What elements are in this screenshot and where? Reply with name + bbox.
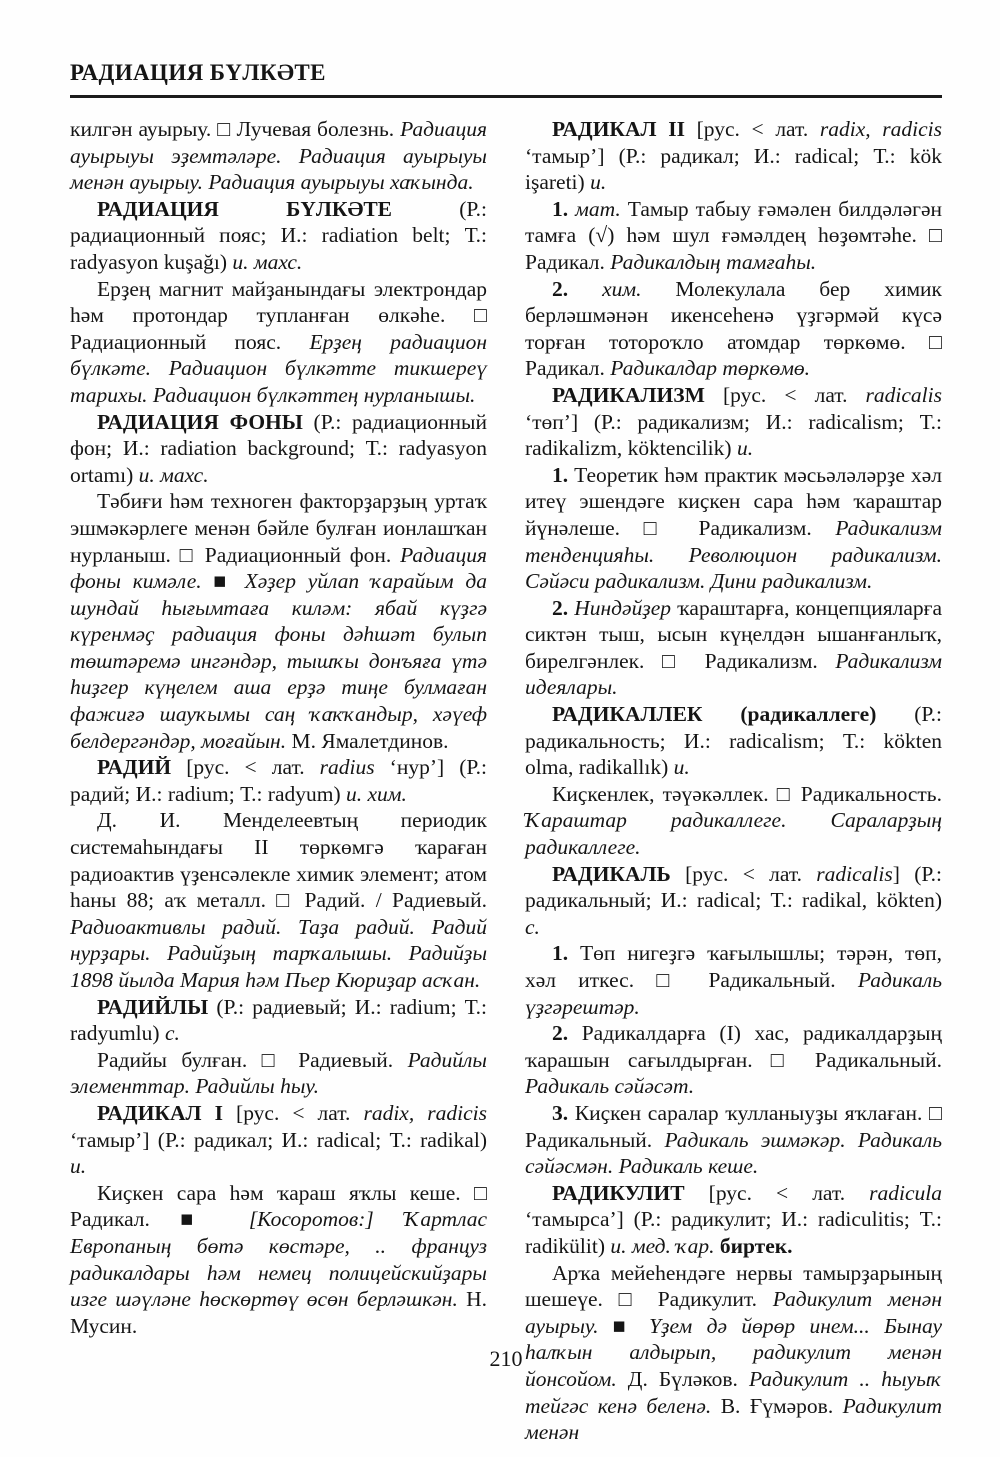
text-run: 1. [552, 462, 569, 487]
entry-paragraph [525, 940, 942, 1020]
text-run: 3. [552, 1100, 569, 1125]
text-run: Ерҙең магнит майҙанындағы электрондар һәм протондар тупланған өлкәһе. □ Радиационный пояс. [70, 276, 487, 354]
entry-paragraph [70, 1100, 487, 1180]
text-run: [рус. < лат. [222, 1100, 364, 1125]
text-run: Н. Мусин. [70, 1287, 487, 1338]
entry-paragraph [70, 116, 487, 196]
text-run: и. мед. ҡар. [610, 1233, 715, 1258]
entry-paragraph [70, 807, 487, 993]
text-run: ‘тамыр’] (Р.: радикал; И.: radical; Т.: kök işareti) [525, 143, 942, 195]
text-run: radix, radicis [363, 1100, 487, 1125]
entry-paragraph [70, 196, 487, 276]
text-run: М. Ямалетдинов. [286, 728, 449, 753]
text-run: Радиоактивлы радий. Таҙа радий. Радий нурҙары. Радийҙың тарҡалышы. Радийҙы 1898 йылда Мария һәм Пьер Кюриҙар асҡан. [70, 914, 487, 992]
entry-paragraph [525, 861, 942, 941]
entry-paragraph [525, 781, 942, 861]
entry-paragraph [70, 994, 487, 1047]
text-run: РАДИАЦИЯ ФОНЫ [97, 409, 303, 434]
entry-paragraph [525, 1180, 942, 1260]
text-run: мат. [575, 196, 621, 221]
text-run: Ниндәйҙер [574, 595, 671, 620]
text-run: Радикалдар төркөмө. [610, 356, 811, 381]
text-run: Радиация фоны кимәле. [70, 542, 487, 594]
text-run: и. [736, 436, 754, 461]
entry-paragraph [525, 1100, 942, 1180]
page-number: 210 [489, 1346, 523, 1371]
entry-paragraph [525, 382, 942, 462]
text-run: [рус. < лат. [171, 755, 320, 780]
text-run: РАДИКАЛЛЕК (радикаллеге) [552, 702, 877, 727]
text-run: Үҙем дә йөрөр инем... Бынау һалҡын алдырып, радикулит менән йонсойом. [525, 1313, 942, 1391]
text-run: ■ [598, 1313, 650, 1338]
text-run: Д. И. Менделеевтың периодик системаһындағы II төркөмгә ҡараған радиоактив үҙенсәлекле химик элемент; атом һаны 88; аҡ металл. □ Радий. / Радиевый. [70, 808, 487, 913]
text-run: и. хим. [346, 781, 407, 806]
entry-paragraph [70, 1180, 487, 1340]
entry-paragraph [525, 701, 942, 781]
entry-paragraph [525, 1020, 942, 1100]
text-run: radicalis [865, 382, 942, 407]
text-run: Радикулит менән [525, 1393, 942, 1445]
text-run: с. [525, 914, 540, 939]
text-run: РАДИАЦИЯ БҮЛКӘТЕ [97, 196, 393, 221]
text-run: Д. Бүләков. [616, 1366, 749, 1391]
text-run: (Р.: радиационный фон; И.: radiation background; Т.: radyasyon ortamı) [70, 409, 487, 487]
text-run: Молекулала бер химик берләшмәнән икенсеһенә үҙгәрмәй күсә торған тотороҡло атомдар төркөмө. □ Радикал. [525, 276, 943, 381]
text-run: 2. [552, 595, 569, 620]
text-run: В. Ғүмәров. [711, 1393, 843, 1418]
text-run: Радикалдың тамғаһы. [610, 249, 817, 274]
entry-paragraph [525, 462, 942, 595]
text-run: 2. [552, 1021, 569, 1046]
text-run: (Р.: радиевый; И.: radium; Т.: radyumlu) [70, 994, 487, 1046]
text-run: [рус. < лат. [670, 861, 817, 886]
text-run: Төп нигеҙгә ҡағылышлы; тәрән, төп, хәл иткес. □ Радикальный. [525, 941, 942, 992]
entry-paragraph [70, 409, 487, 489]
text-run: биртек. [719, 1233, 793, 1258]
text-run: radicalis [816, 861, 893, 886]
text-run: РАДИЙ [97, 755, 172, 780]
text-run: РАДИКАЛ I [97, 1100, 223, 1125]
text-run: [рус. < лат. [704, 382, 866, 407]
text-run: РАДИКУЛИТ [552, 1180, 685, 1205]
text-run: Радикаль үҙгәрештәр. [525, 968, 942, 1019]
text-run: и. [70, 1154, 87, 1179]
text-run: Радиация ауырыуы эҙемтәләре. Радиация ауырыуы менән ауырыу. Радиация ауырыуы хаҡында. [70, 117, 487, 195]
text-run: 2. [552, 276, 603, 301]
text-run: radius [319, 755, 375, 780]
text-run: ] (Р.: радикальный; И.: radical; Т.: radikal, kökten) [525, 861, 942, 913]
left-column [70, 116, 487, 1446]
text-run: РАДИЙЛЫ [97, 994, 209, 1019]
text-run: и. [673, 755, 690, 780]
text-run: Радикалдарға (I) хас, радикалдарҙың ҡарашын сағылдырған. □ Радикальный. [525, 1021, 942, 1072]
text-run: Радикулит .. һыуыҡ тейгәс кенә беленә. [525, 1366, 942, 1418]
text-run: ■ [201, 569, 245, 594]
text-run: килгән ауырыу. □ Лучевая болезнь. [70, 117, 401, 141]
text-run: РАДИКАЛ II [552, 117, 685, 141]
text-run: РАДИКАЛЬ [552, 861, 671, 886]
text-run: ‘нур’] (Р.: радий; И.: radium; Т.: radyum) [70, 755, 487, 806]
text-run: Тәбиғи һәм техноген факторҙарҙың уртаҡ эшмәкәрлеге менән бәйле булған ионлашҡан нурланыш. □ Радиационный фон. [70, 489, 487, 567]
text-run: РАДИКАЛИЗМ [552, 382, 705, 407]
entry-paragraph [525, 276, 942, 382]
text-columns [70, 116, 942, 1446]
entry-paragraph [70, 488, 487, 754]
header-rule [70, 95, 942, 98]
text-run: с. [164, 1021, 180, 1046]
text-run: Радикализм идеялары. [525, 648, 942, 700]
text-run: 1. [552, 196, 576, 221]
text-run: (Р.: радиационный пояс; И.: radiation belt; Т.: radyasyon kuşağı) [70, 196, 487, 274]
text-run: и. махс. [138, 462, 209, 487]
text-run: ҡараштарға, концепцияларға сиктән тыш, ысын күңелдән ышанғанлыҡ, бирелгәнлек. □ Радикализм. [525, 595, 942, 673]
text-run: хим. [602, 276, 642, 301]
text-run: Радикаль сәйәсәт. [525, 1074, 695, 1099]
text-run: и. [590, 170, 607, 195]
text-run: [рус. < лат. [684, 117, 820, 141]
right-column [525, 116, 942, 1446]
entry-paragraph [70, 1047, 487, 1100]
text-run: radicula [869, 1180, 942, 1205]
text-run: ‘төп’] (Р.: радикализм; И.: radicalism; Т.: radikalizm, köktencilik) [525, 409, 942, 461]
text-run: Ерҙең радиацион бүлкәте. Радиацион бүлкәтте тикшереү тарихы. Радиацион бүлкәттең нурланышы. [70, 329, 487, 407]
text-run: и. махс. [232, 249, 303, 274]
entry-paragraph [70, 276, 487, 409]
text-run: Радикаль эшмәкәр. Радикаль сәйәсмән. Радикаль кеше. [525, 1127, 942, 1179]
text-run: Ҡараштар радикаллеге. Сараларҙың радикаллеге. [525, 808, 942, 860]
text-run: (Р.: радикальность; И.: radicalism; Т.: kökten olma, radikallık) [525, 702, 942, 780]
text-run: Радийлы элементтар. Радийлы һыу. [70, 1047, 487, 1099]
entry-paragraph [525, 595, 942, 701]
entry-paragraph [70, 754, 487, 807]
text-run: ‘тамыр’] (Р.: радикал; И.: radical; Т.: radikal) [70, 1127, 487, 1152]
text-run: Киҫкен саралар ҡулланыуҙы яҡлаған. □ Радикальный. [525, 1100, 942, 1152]
text-run: Киҫкенлек, тәүәкәллек. □ Радикальность. [552, 781, 942, 806]
text-run: Радийы булған. □ Радиевый. [97, 1047, 408, 1072]
text-run: Теоретик һәм практик мәсьәләләрҙе хәл итеү эшендәге киҫкен сара һәм ҡараштар йүнәлеше. □ Радикализм. [525, 462, 942, 540]
text-run: [рус. < лат. [684, 1180, 870, 1205]
text-run: Арҡа мейеһендәге нервы тамырҙарының шешеүе. □ Радикулит. [525, 1260, 942, 1312]
entry-paragraph [525, 116, 942, 196]
entry-paragraph [525, 196, 942, 276]
text-run: Киҫкен сара һәм ҡараш яҡлы кеше. □ Радикал. ■ [70, 1180, 487, 1232]
text-run: [Косоротов:] Ҡартлас Европаның бөтә көстәре, .. француз радикалдары һәм немец полицейскийҙары изге шәүләне һөскөртөү өсөн берләшкән. [70, 1207, 487, 1312]
text-run: Тамыр табыу ғәмәлен билдәләгән тамға (√) һәм шул ғәмәлдең һөҙөмтәһе. □ Радикал. [525, 196, 943, 274]
text-run: radix, radicis [819, 117, 942, 141]
running-head: РАДИАЦИЯ БҮЛКӘТЕ [70, 60, 326, 85]
text-run: ‘тамырса’] (Р.: радикулит; И.: radiculitis; Т.: radikülit) [525, 1207, 942, 1258]
text-run: Радикулит менән ауырыу. [525, 1287, 942, 1338]
text-run: Радикализм тенденцияһы. Революцион радикализм. Сәйәси радикализм. Дини радикализм. [525, 515, 942, 594]
text-run: Хәҙер уйлап ҡарайым да шундай һығымтаға киләм: ябай күҙгә күренмәҫ радиация фоны дәһшәт булып төштәремә ингәндәр, тышҡы донъяға үтә һиҙгер күңелем аша ерҙә тиңе булмаған фажиғә шауҡымы саң ҡаҡҡандыр, хәүеф белдергәндәр, моғайын. [70, 569, 487, 753]
text-run: 1. [552, 941, 569, 966]
